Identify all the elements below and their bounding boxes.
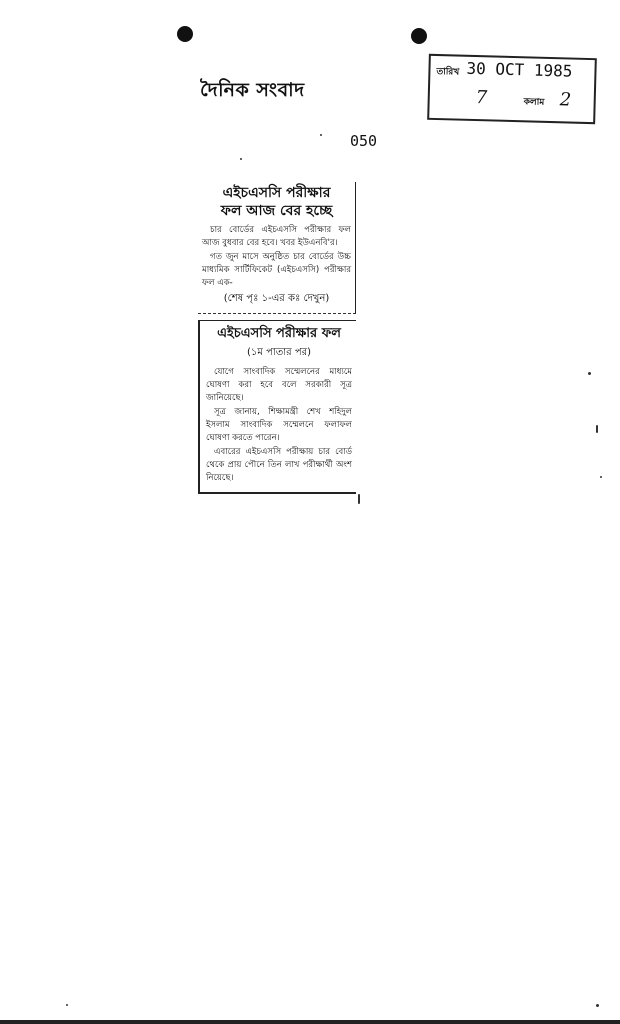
- scan-speck: [600, 476, 602, 478]
- scan-speck: [358, 494, 360, 504]
- article-body-continued: [206, 366, 352, 485]
- article-paragraph-3: যোগে সাংবাদিক সম্মেলনের মাধ্যমে ঘোষণা করা হবে বলে সরকারী সূত্র জানিয়েছে।: [206, 367, 352, 403]
- clipping-front-part: [198, 182, 356, 314]
- punch-hole-left: [177, 26, 193, 42]
- scan-speck: [240, 158, 242, 160]
- scan-speck: [596, 1004, 599, 1007]
- stamp-date-row: [436, 58, 573, 81]
- stamp-page-value: 2: [559, 89, 572, 111]
- scan-bottom-edge: [0, 1020, 620, 1024]
- punch-hole-right: [411, 28, 427, 44]
- clipping-continued-part: [198, 320, 356, 494]
- continued-from-note: (১ম পাতার পর): [246, 347, 312, 358]
- scan-speck: [320, 134, 322, 136]
- date-stamp: [427, 54, 597, 124]
- scan-speck: [66, 1004, 68, 1006]
- article-paragraph-5: এবারের এইচএসসি পরীক্ষায় চার বোর্ড থেকে প্রায় পৌনে তিন লাখ পরীক্ষার্থী অংশ নিয়েছে।: [206, 447, 352, 483]
- serial-number: 050: [350, 132, 378, 150]
- news-clipping: [198, 182, 356, 494]
- scan-speck: [588, 372, 591, 375]
- article-paragraph-2: গত জুন মাসে অনুষ্ঠিত চার বোর্ডের উচ্চ মাধ্যমিক সার্টিফিকেট (এইচএসসি) পরীক্ষার ফল এক-: [202, 252, 351, 288]
- continuation-note: (শেষ পৃঃ ১-এর কঃ দেখুন): [223, 293, 330, 304]
- article-body-front: [202, 224, 351, 305]
- continued-headline: এইচএসসি পরীক্ষার ফল: [217, 326, 341, 341]
- article-paragraph-1: চার বোর্ডের এইচএসসি পরীক্ষার ফল আজ বুধবার বের হবে। খবর ইউএনবি'র।: [202, 225, 351, 248]
- scan-speck: [596, 425, 598, 433]
- stamp-date-label: তারিখ: [436, 67, 460, 78]
- stamp-column-value: 7: [475, 87, 488, 109]
- stamp-date-value: 30 OCT 1985: [466, 58, 573, 81]
- stamp-page-label: কলাম: [523, 97, 545, 108]
- newspaper-name: দৈনিক সংবাদ: [200, 79, 305, 101]
- headline-line-2: ফল আজ বের হচ্ছে: [220, 203, 333, 219]
- headline-line-1: এইচএসসি পরীক্ষার: [222, 185, 331, 201]
- article-paragraph-4: সূত্র জানায়, শিক্ষামন্ত্রী শেখ শহিদুল ইসলাম সাংবাদিক সম্মেলনে ফলাফল ঘোষণা করতে পারেন।: [206, 407, 352, 443]
